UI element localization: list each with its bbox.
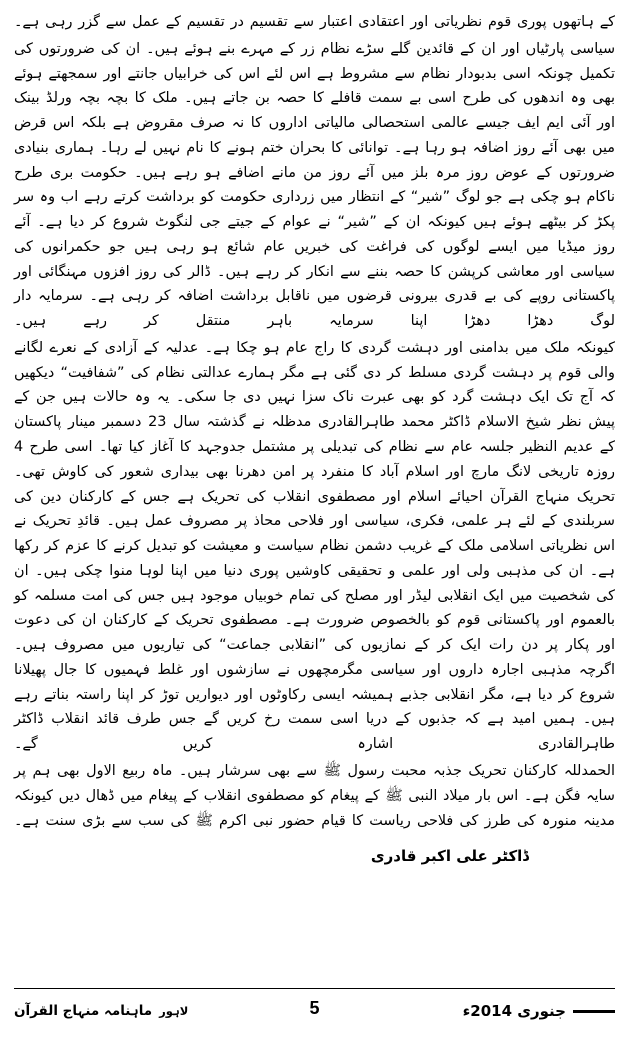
author-signature: ڈاکٹر علی اکبر قادری [370,847,529,866]
footer-row [14,1002,615,1020]
footer-issue-date: جنوری 2014ء [462,1002,566,1020]
paragraph-4: الحمدللہ کارکنان تحریک جذبہ محبت رسول ﷺ سے بھی سرشار ہیں۔ ماہ ربیع الاول بھی ہم پر سایہ فگن ہے۔ اس بار میلاد النبی ﷺ کے پیغام کو مصطفوی انقلاب کے پیغام میں ڈھال دیں کیونکہ مدینہ منورہ کی طرز کی فلاحی ریاست کا قیام حضور نبی اکرم ﷺ کی سب سے بڑی سنت ہے۔ [14,762,615,829]
paragraph-3: کیونکہ ملک میں بدامنی اور دہشت گردی کا راج عام ہو چکا ہے۔ عدلیہ کے آزادی کے نعرے لگانے والی قوم پر دہشت گردی مسلط کر دی گئی ہے مگر ہمارے عدالتی نظام کی ”شفافیت“ دیکھیں کہ آج تک ایک دہشت گرد کو بھی عبرت ناک سزا نہیں دی جا سکی۔ یہ وہ حالات ہیں جن کے پیش نظر شیخ الاسلام ڈاکٹر محمد طاہرالقادری مدظلہ نے گذشتہ سال 23 دسمبر مینار پاکستان کے عدیم النظیر جلسہ عام سے نظام کی تبدیلی پر مشتمل جدوجہد کا آغاز کیا تھا۔ اسی طرح 4 روزہ تاریخی لانگ مارچ اور اسلام آباد کا منفرد پر امن دھرنا بھی بیداری شعور کی کاوش تھی۔ تحریک منہاج القرآن احیائے اسلام اور مصطفوی انقلاب کی تحریک ہے جس کے کارکنان دین کی سربلندی کے لئے ہر علمی، فکری، سیاسی اور فلاحی محاذ پر مصروف عمل ہیں۔ قائدِ تحریک نے اس نظریاتی اسلامی ملک کے غریب دشمن نظام سیاست و معیشت کو تبدیل کرنے کا عزم کر رکھا ہے۔ ان کی مذہبی ولی اور علمی و تحقیقی کاوشیں پوری دنیا میں اپنا لوہا منوا چکی ہیں۔ ان کی شخصیت میں ایک انقلابی لیڈر اور مصلح کی تمام خوبیاں موجود ہیں جس کی امت مسلمہ کو بالعموم اور پاکستانی قوم کو بالخصوص ضرورت ہے۔ مصطفوی تحریک کے کارکنان ان کی دعوت اور پکار پر دن رات ایک کر کے نمازیوں کی ”انقلابی جماعت“ کی تیاریوں میں مصروف ہیں۔ اگرچہ مذہبی اجارہ داروں اور سیاسی مگرمچھوں نے سازشوں اور غلط فہمیوں کا جال پھیلانا شروع کر دیا ہے، مگر انقلابی جذبے ہمیشہ ایسی رکاوٹوں اور دیواریں توڑ کر اپنا راستہ بناتے رہے ہیں۔ ہمیں امید ہے کہ جذبوں کے دریا اسی سمت رخ کریں گے جس طرف قائد انقلاب ڈاکٹر طاہرالقادری اشارہ کریں گے۔ [14,339,615,753]
page-footer [0,988,629,1034]
footer-publication-group [14,1003,188,1019]
article-body [14,10,615,833]
footer-divider [14,988,615,989]
paragraph-2: سیاسی پارٹیاں اور ان کے قائدین گلے سڑے نظام زر کے مہرے بنے ہوئے ہیں۔ ان کی ضرورتوں کی تکمیل چونکہ اسی بدبودار نظام سے مشروط ہے اس لئے اس کی خرابیاں جانتے اور سمجھتے ہوئے بھی وہ اندھوں کی طرح اسی بے سمت قافلے کا حصہ بن جاتے ہیں۔ ملک کا بچہ بچہ ورلڈ بینک اور آئی ایم ایف جیسے عالمی استحصالی مالیاتی اداروں کا نہ صرف مقروض ہے بلکہ اس قرض میں بھی آئے روز اضافہ ہو رہا ہے۔ توانائی کا بحران ختم ہونے کا نام نہیں لے رہا۔ ہماری بنیادی ضرورتوں کے عوض روز مرہ بلز میں آئے روز من مانے اضافے ہو رہے ہیں۔ حکومت بری طرح ناکام ہو چکی ہے جو لوگ ”شیر“ کے انتظار میں زرداری حکومت کو برداشت کرتے رہے اب وہ سر پکڑ کر بیٹھے ہوئے ہیں کیونکہ ان کے ”شیر“ نے عوام کے جیتے جی لنگوٹ شروع کر دیا ہے۔ آئے روز میڈیا میں ایسے لوگوں کی فراغت کی خبریں عام شائع ہو رہی ہیں جو حکمرانوں کی سیاسی اور معاشی کرپشن کا حصہ بننے سے انکار کر رہے ہیں۔ ڈالر کی روز افزوں مہنگائی اور پاکستانی روپے کی بے قدری بیرونی قرضوں میں ناقابل برداشت اضافہ کر رہی ہے۔ سرمایہ دار لوگ دھڑا دھڑا اپنا سرمایہ باہر منتقل کر رہے ہیں۔ [14,40,615,330]
footer-city: لاہور [159,1004,189,1018]
footer-dash-icon [573,1010,615,1013]
page-number: 5 [309,998,320,1018]
paragraph-1: کے ہاتھوں پوری قوم نظریاتی اور اعتقادی اعتبار سے تقسیم در تقسیم کے عمل سے گزر رہی ہے۔ [14,14,615,30]
footer-issue-group [463,1002,615,1020]
footer-publication-name: ماہنامہ منہاج القرآن [14,1003,153,1019]
